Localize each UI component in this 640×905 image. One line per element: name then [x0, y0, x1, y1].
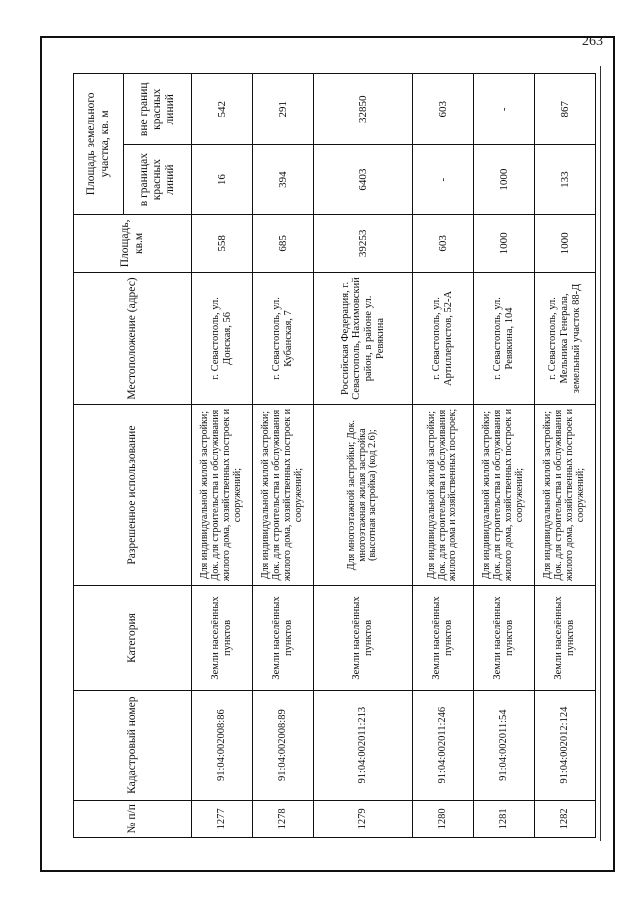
header-within: в границах красных линий [124, 145, 192, 214]
row-category: Земли населённых пунктов [192, 586, 253, 690]
row-location: г. Севастополь, ул. Мельника Генерала, земельный участок 88-Д [535, 273, 596, 405]
header-land-area: Площадь земельного участка, кв. м [74, 74, 124, 215]
row-num: 1282 [535, 800, 596, 837]
row-location: г. Севастополь, ул. Артиллеристов, 52-А [413, 273, 474, 405]
table-row [535, 74, 596, 838]
land-plots-table [73, 73, 596, 838]
page-number: 263 [582, 34, 603, 49]
row-outside: 291 [253, 74, 314, 146]
header-area: Площадь, кв.м [74, 214, 192, 272]
row-outside: 603 [413, 74, 474, 146]
row-cadastral: 91:04:002012:124 [535, 690, 596, 800]
row-category: Земли населённых пунктов [535, 586, 596, 690]
row-use: Для индивидуальной жилой застройки; Док. для строительства и обслуживания жилого дома, хозяйственных построек и сооружений; [192, 404, 253, 585]
header-use: Разрешенное использование [74, 404, 192, 585]
row-outside: 32850 [314, 74, 413, 146]
table-row [413, 74, 474, 838]
row-within: 1000 [474, 145, 535, 214]
table-row [314, 74, 413, 838]
header-category: Категория [74, 586, 192, 690]
row-outside: 867 [535, 74, 596, 146]
row-use: Для индивидуальной жилой застройки; Док. для строительства и обслуживания жилого дома и хозяйственных построек; [413, 404, 474, 585]
row-within: 394 [253, 145, 314, 214]
row-area: 558 [192, 214, 253, 272]
row-cadastral: 91:04:002008:89 [253, 690, 314, 800]
row-cadastral: 91:04:002011:213 [314, 690, 413, 800]
row-within: 6403 [314, 145, 413, 214]
row-num: 1281 [474, 800, 535, 837]
table-row [253, 74, 314, 838]
row-cadastral: 91:04:002011:54 [474, 690, 535, 800]
row-category: Земли населённых пунктов [314, 586, 413, 690]
row-num: 1278 [253, 800, 314, 837]
row-category: Земли населённых пунктов [413, 586, 474, 690]
header-outside: вне границ красных линий [124, 74, 192, 146]
row-location: г. Севастополь, ул. Ревякина, 104 [474, 273, 535, 405]
row-area: 603 [413, 214, 474, 272]
rotated-table-container [73, 73, 615, 838]
row-area: 685 [253, 214, 314, 272]
row-use: Для многоэтажной застройки; Док. многоэтажная жилая застройка (высотная застройка) (код 2.6); [314, 404, 413, 585]
row-within: - [413, 145, 474, 214]
row-use: Для индивидуальной жилой застройки; Док. для строительства и обслуживания жилого дома, хозяйственных построек и сооружений; [253, 404, 314, 585]
row-cadastral: 91:04:002011:246 [413, 690, 474, 800]
row-location: Российская Федерация, г. Севастополь, Нахимовский район, в районе ул. Ревякина [314, 273, 413, 405]
row-outside: 542 [192, 74, 253, 146]
row-area: 1000 [535, 214, 596, 272]
row-category: Земли населённых пунктов [253, 586, 314, 690]
row-num: 1279 [314, 800, 413, 837]
row-cadastral: 91:04:002008:86 [192, 690, 253, 800]
row-location: г. Севастополь, ул. Донская, 56 [192, 273, 253, 405]
header-location: Местоположение (адрес) [74, 273, 192, 405]
row-area: 1000 [474, 214, 535, 272]
header-cadastral: Кадастровый номер [74, 690, 192, 800]
table-header [74, 74, 192, 838]
row-location: г. Севастополь, ул. Кубанская, 7 [253, 273, 314, 405]
table-row [192, 74, 253, 838]
table-row [474, 74, 535, 838]
row-use: Для индивидуальной жилой застройки; Док. для строительства и обслуживания жилого дома, хозяйственных построек и сооружений; [474, 404, 535, 585]
header-num: № п/п [74, 800, 192, 837]
row-num: 1280 [413, 800, 474, 837]
row-category: Земли населённых пунктов [474, 586, 535, 690]
row-outside: - [474, 74, 535, 146]
row-use: Для индивидуальной жилой застройки; Док. для строительства и обслуживания жилого дома, хозяйственных построек и сооружений; [535, 404, 596, 585]
row-within: 16 [192, 145, 253, 214]
row-area: 39253 [314, 214, 413, 272]
row-num: 1277 [192, 800, 253, 837]
row-within: 133 [535, 145, 596, 214]
